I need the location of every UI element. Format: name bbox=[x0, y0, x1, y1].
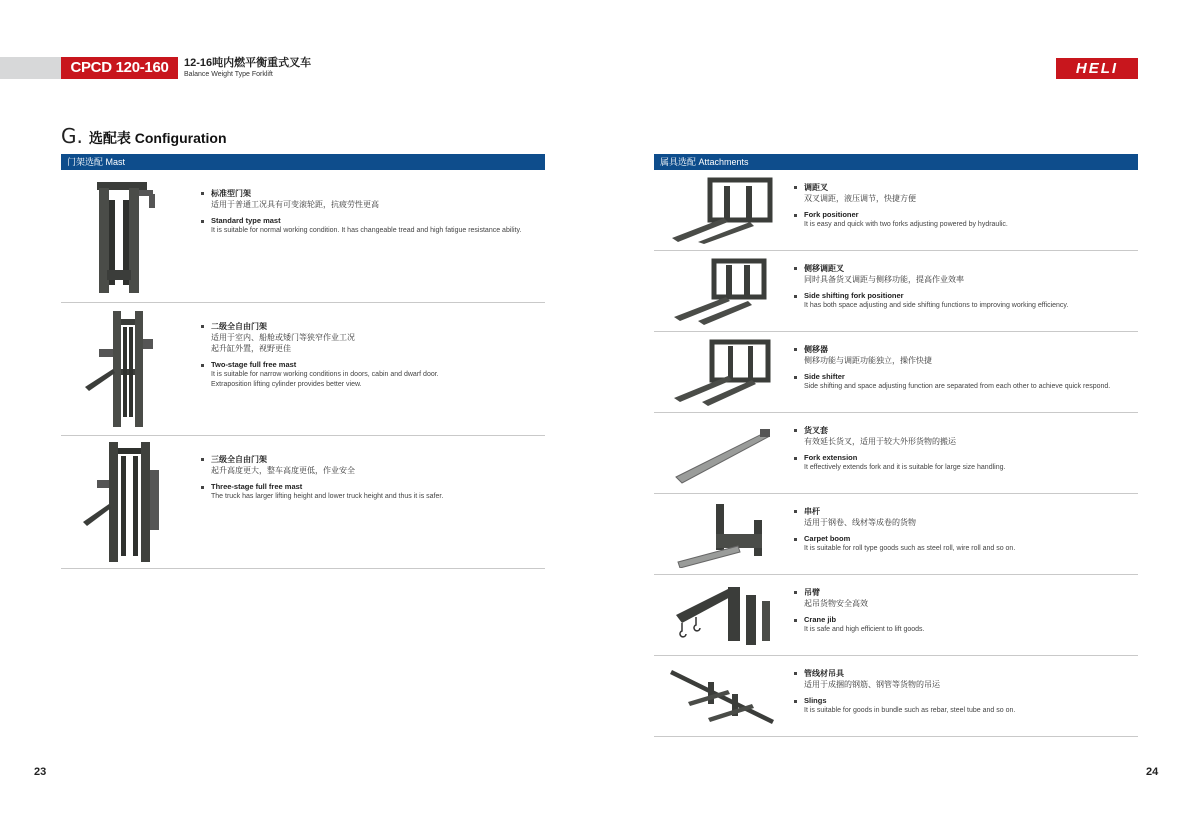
carpet-boom-image bbox=[668, 500, 778, 568]
attachment-row-side-shifter bbox=[654, 332, 1138, 413]
attachment-en-desc: It effectively extends fork and it is suitable for large size handling. bbox=[804, 464, 1006, 471]
attachment-row-fork-extension bbox=[654, 413, 1138, 494]
attachment-en-title: Side shifter bbox=[794, 372, 1139, 382]
side-shifter-text bbox=[794, 344, 1139, 392]
attachment-zh-desc: 起吊货物安全高效 bbox=[804, 599, 868, 608]
side-shifter-image bbox=[668, 338, 778, 406]
attachment-row-side-shifting-fork-positioner bbox=[654, 251, 1138, 332]
mast-en-desc: It is suitable for narrow working conditions in doors, cabin and dwarf door. bbox=[211, 371, 439, 378]
slings-text bbox=[794, 668, 1139, 716]
attachment-en-desc: It has both space adjusting and side shifting functions to improving working efficiency. bbox=[804, 302, 1069, 309]
three-stage-mast-text bbox=[201, 454, 541, 502]
mast-en-desc: It is suitable for normal working condition. It has changeable tread and high fatigue resistance ability. bbox=[211, 227, 522, 234]
mast-zh-desc: 起升缸外置，视野更佳 bbox=[211, 344, 291, 353]
attachment-en-title: Carpet boom bbox=[794, 534, 1139, 544]
heli-logo: HELI bbox=[1056, 58, 1138, 79]
section-heading bbox=[61, 124, 227, 148]
page-number-right: 24 bbox=[1146, 766, 1159, 778]
mast-zh-title: 标准型门架 bbox=[201, 188, 541, 199]
attachment-en-desc: It is easy and quick with two forks adjusting powered by hydraulic. bbox=[804, 221, 1008, 228]
attachment-zh-desc: 有效延长货叉，适用于较大外形货物的搬运 bbox=[804, 437, 956, 446]
two-stage-mast-image bbox=[79, 309, 169, 431]
three-stage-mast-image bbox=[79, 440, 169, 564]
mast-zh-desc: 适用于室内、船舱或矮门等狭窄作业工况 bbox=[211, 333, 355, 342]
attachments-column-header: 属具选配 Attachments bbox=[654, 154, 1138, 170]
header-title: 12-16吨内燃平衡重式叉车 bbox=[184, 57, 312, 69]
attachment-zh-title: 吊臂 bbox=[794, 587, 1139, 598]
slings-image bbox=[668, 662, 778, 730]
fork-extension-image bbox=[668, 419, 778, 487]
section-title: 选配表 Configuration bbox=[88, 130, 227, 146]
mast-en-desc: The truck has larger lifting height and lower truck height and thus it is safer. bbox=[211, 493, 444, 500]
mast-zh-desc: 起升高度更大，整车高度更低，作业安全 bbox=[211, 466, 355, 475]
attachment-zh-desc: 同时具备货叉调距与侧移功能，提高作业效率 bbox=[804, 275, 964, 284]
attachment-row-crane-jib bbox=[654, 575, 1138, 656]
attachment-zh-title: 货叉套 bbox=[794, 425, 1139, 436]
mast-zh-desc: 适用于普通工况具有可变滚轮距，抗疲劳性更高 bbox=[211, 200, 379, 209]
attachment-row-fork-positioner bbox=[654, 170, 1138, 251]
attachment-zh-title: 侧移调距叉 bbox=[794, 263, 1139, 274]
side-shifting-fork-positioner-text bbox=[794, 263, 1139, 311]
standard-mast-image bbox=[79, 180, 169, 298]
header-subtitle: Balance Weight Type Forklift bbox=[184, 71, 273, 78]
attachment-zh-title: 侧移器 bbox=[794, 344, 1139, 355]
mast-column-header: 门架选配 Mast bbox=[61, 154, 545, 170]
attachment-en-title: Fork positioner bbox=[794, 210, 1139, 220]
mast-en-desc: Extraposition lifting cylinder provides better view. bbox=[211, 381, 362, 388]
side-shifting-fork-positioner-image bbox=[668, 257, 778, 325]
mast-row-two-stage bbox=[61, 303, 545, 436]
section-letter: G. bbox=[61, 124, 83, 148]
attachment-zh-desc: 适用于钢卷、线材等成卷的货物 bbox=[804, 518, 916, 527]
model-badge: CPCD 120-160 bbox=[61, 57, 178, 79]
attachment-zh-desc: 适用于成捆的钢筋、钢管等货物的吊运 bbox=[804, 680, 940, 689]
attachment-en-title: Side shifting fork positioner bbox=[794, 291, 1139, 301]
attachment-zh-desc: 侧移功能与调距功能独立，操作快捷 bbox=[804, 356, 932, 365]
mast-zh-title: 二级全自由门架 bbox=[201, 321, 541, 332]
attachment-en-desc: It is suitable for roll type goods such as steel roll, wire roll and so on. bbox=[804, 545, 1016, 552]
attachment-en-desc: Side shifting and space adjusting function are separated from each other to achieve quick respond. bbox=[804, 383, 1111, 390]
fork-positioner-text bbox=[794, 182, 1139, 230]
attachment-zh-title: 管线材吊具 bbox=[794, 668, 1139, 679]
mast-row-standard bbox=[61, 170, 545, 303]
crane-jib-image bbox=[668, 581, 778, 649]
mast-en-title: Three-stage full free mast bbox=[201, 482, 541, 492]
fork-extension-text bbox=[794, 425, 1139, 473]
attachment-zh-title: 串杆 bbox=[794, 506, 1139, 517]
mast-zh-title: 三级全自由门架 bbox=[201, 454, 541, 465]
mast-en-title: Two-stage full free mast bbox=[201, 360, 541, 370]
page-number-left: 23 bbox=[34, 766, 47, 778]
carpet-boom-text bbox=[794, 506, 1139, 554]
attachment-en-desc: It is safe and high efficient to lift goods. bbox=[804, 626, 925, 633]
fork-positioner-image bbox=[668, 176, 778, 244]
attachment-en-title: Slings bbox=[794, 696, 1139, 706]
mast-row-three-stage bbox=[61, 436, 545, 569]
standard-mast-text bbox=[201, 188, 541, 236]
attachment-row-slings bbox=[654, 656, 1138, 737]
attachment-en-desc: It is suitable for goods in bundle such as rebar, steel tube and so on. bbox=[804, 707, 1016, 714]
attachment-en-title: Fork extension bbox=[794, 453, 1139, 463]
mast-en-title: Standard type mast bbox=[201, 216, 541, 226]
attachment-en-title: Crane jib bbox=[794, 615, 1139, 625]
attachment-row-carpet-boom bbox=[654, 494, 1138, 575]
attachment-zh-desc: 双叉调距，液压调节，快捷方便 bbox=[804, 194, 916, 203]
two-stage-mast-text bbox=[201, 321, 541, 390]
attachment-zh-title: 调距叉 bbox=[794, 182, 1139, 193]
crane-jib-text bbox=[794, 587, 1139, 635]
